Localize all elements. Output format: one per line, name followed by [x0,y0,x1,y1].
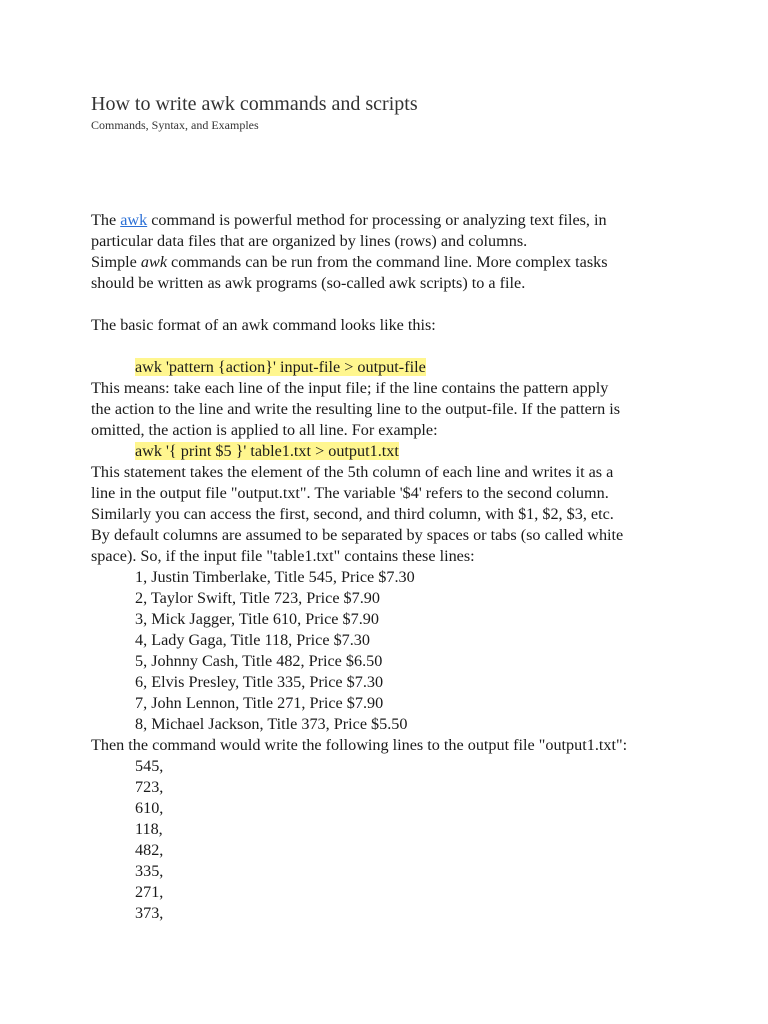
input-line: 7, John Lennon, Title 271, Price $7.90 [135,694,384,712]
output-line: 373, [135,904,164,922]
statement-line: By default columns are assumed to be separated by spaces or tabs (so called white [91,526,624,544]
awk-link[interactable]: awk [120,211,148,229]
intro-text: commands can be run from the command line. More complex tasks [167,253,608,271]
article-body [91,210,691,924]
syntax-highlight: awk 'pattern {action}' input-file > output-file [135,358,426,376]
example-line [91,441,691,462]
output-line: 482, [135,841,164,859]
input-line: 3, Mick Jagger, Title 610, Price $7.90 [135,610,379,628]
output-line: 610, [135,799,164,817]
output-line: 335, [135,862,164,880]
explain-line: This means: take each line of the input file; if the line contains the pattern apply [91,379,609,397]
output-line: 545, [135,757,164,775]
intro-line-4: should be written as awk programs (so-called awk scripts) to a file. [91,274,526,292]
intro-line-3 [91,252,691,273]
statement-line: line in the output file "output.txt". The variable '$4' refers to the second column. [91,484,609,502]
example-highlight: awk '{ print $5 }' table1.txt > output1.txt [135,442,399,460]
syntax-line [91,357,691,378]
explain-line: omitted, the action is applied to all line. For example: [91,421,438,439]
awk-emphasis: awk [140,253,167,271]
input-line: 5, Johnny Cash, Title 482, Price $6.50 [135,652,383,670]
statement-line: space). So, if the input file "table1.txt" contains these lines: [91,547,475,565]
statement-line: Similarly you can access the first, second, and third column, with $1, $2, $3, etc. [91,505,614,523]
page-subtitle: Commands, Syntax, and Examples [91,118,259,132]
page-title: How to write awk commands and scripts [91,93,418,115]
output-line: 723, [135,778,164,796]
intro-text: The [91,211,121,229]
input-line: 8, Michael Jackson, Title 373, Price $5.50 [135,715,408,733]
intro-text: command is powerful method for processing or analyzing text files, in [147,211,607,229]
input-line: 6, Elvis Presley, Title 335, Price $7.30 [135,673,384,691]
statement-line: This statement takes the element of the 5th column of each line and writes it as a [91,463,614,481]
format-intro: The basic format of an awk command looks like this: [91,316,436,334]
output-intro: Then the command would write the following lines to the output file "output1.txt": [91,736,628,754]
intro-text: Simple [91,253,141,271]
output-line: 271, [135,883,164,901]
input-line: 4, Lady Gaga, Title 118, Price $7.30 [135,631,370,649]
input-line: 2, Taylor Swift, Title 723, Price $7.90 [135,589,380,607]
output-line: 118, [135,820,163,838]
input-line: 1, Justin Timberlake, Title 545, Price $7.30 [135,568,415,586]
intro-line-1 [91,210,691,231]
explain-line: the action to the line and write the resulting line to the output-file. If the pattern is [91,400,621,418]
intro-line-2: particular data files that are organized by lines (rows) and columns. [91,232,528,250]
